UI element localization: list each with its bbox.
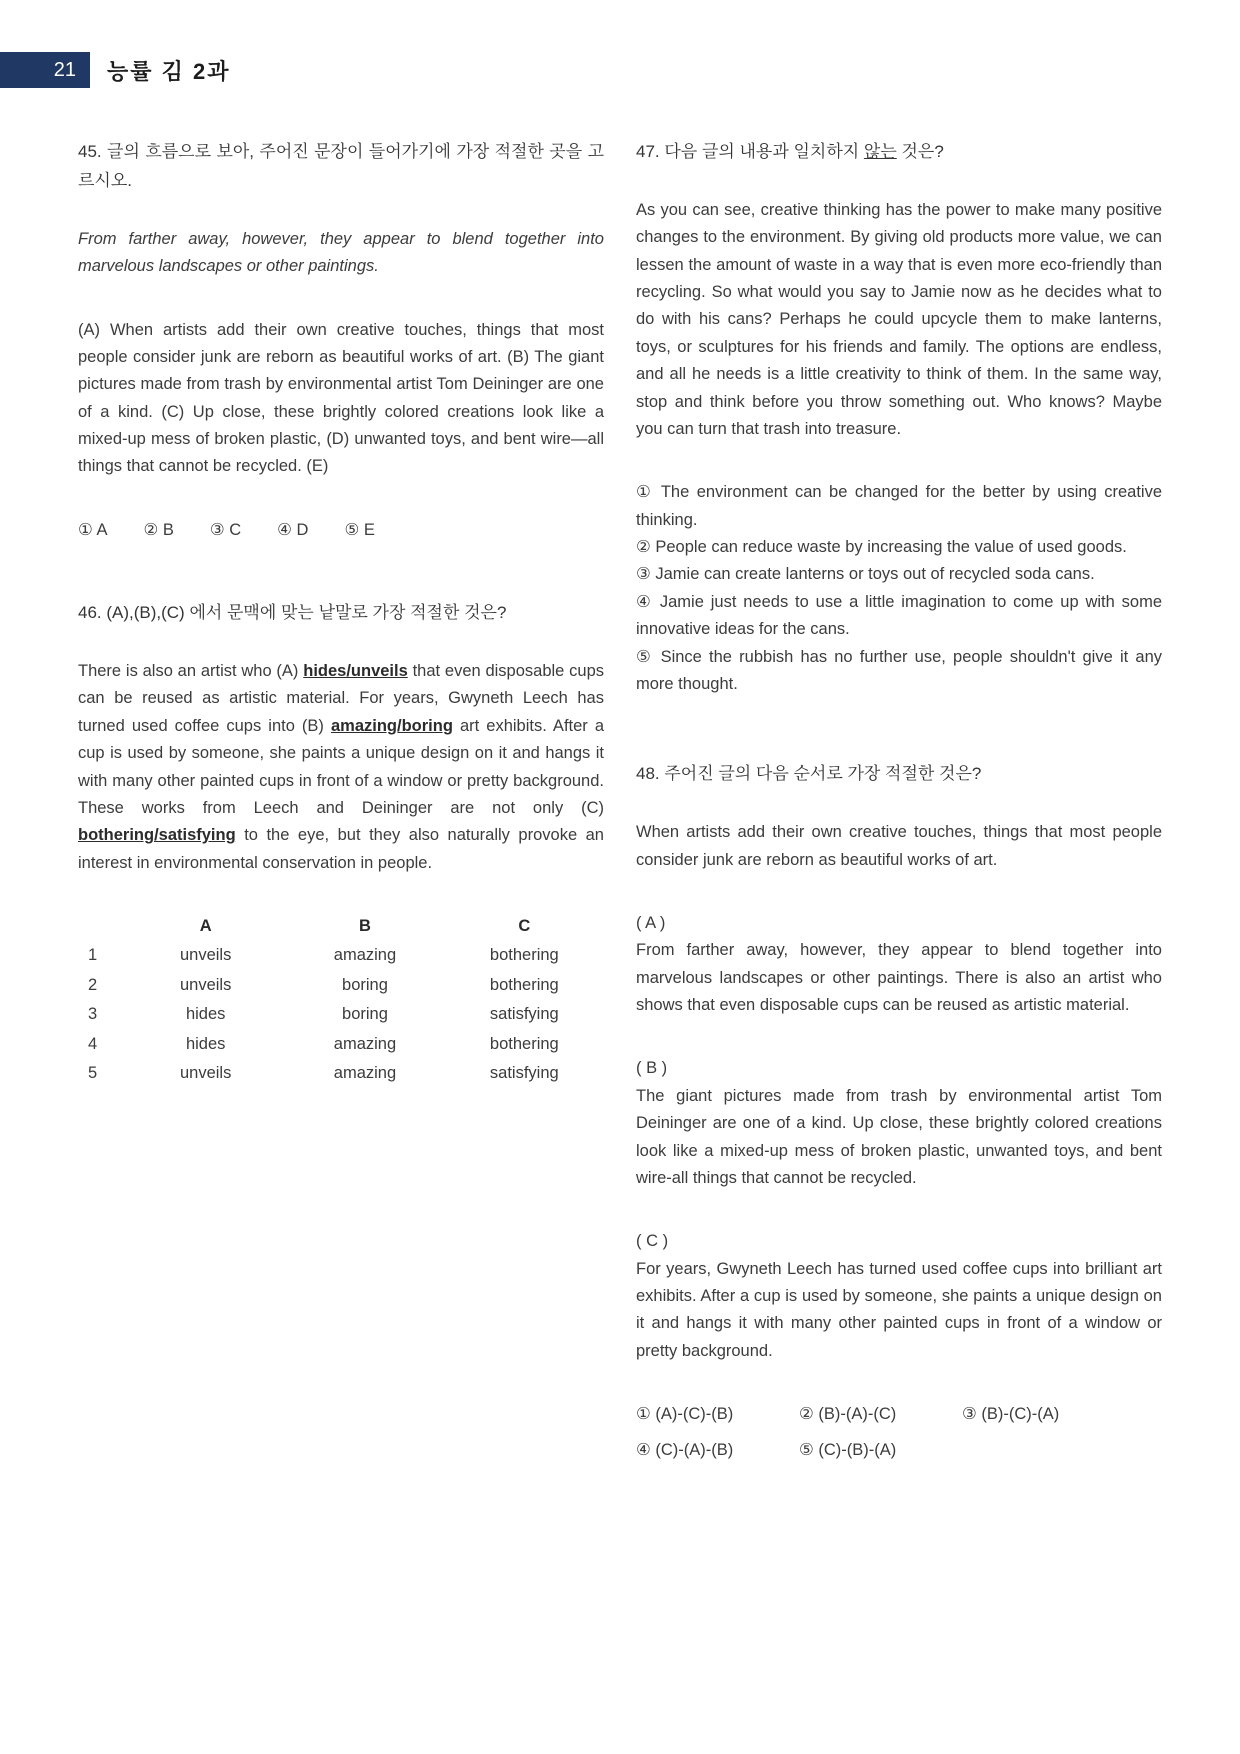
q47-option-3: ③ Jamie can create lanterns or toys out of recycled soda cans. [636,565,1095,584]
q46-passage-text-2: that even disposable cups can be reused as artistic material. For years, Gwyneth Leech has turned used coffee cups into (B) [78,662,605,735]
q46-blank-b-options: amazing/boring [330,716,453,735]
q46-table-corner [78,913,126,939]
page-title: 능률 김 2과 [107,58,231,84]
q47-heading-text-2: 것은? [896,142,944,161]
q46-row1-c: bothering [489,946,559,965]
q48-given-paragraph: When artists add their own creative touches, things that most people consider junk are reborn as beautiful works of art. [636,823,1162,869]
q45-choice-5: ⑤ E [344,520,375,539]
q48-section-b [636,1055,1162,1192]
q46-row4-c: bothering [489,1034,559,1053]
q46-options-table [78,913,604,1086]
q46-row1-num: 1 [88,946,98,965]
q46-row2-b: boring [342,975,388,994]
q46-row5-a: unveils [179,1064,232,1083]
q46-blank-a-options: hides/unveils [303,662,408,681]
q46-row1-b: amazing [333,946,397,965]
q48-choice-4: ④ (C)-(A)-(B) [636,1440,734,1459]
q47-option-4: ④ Jamie just needs to use a little imagination to come up with some innovative ideas for the cans. [636,592,1162,639]
left-column [78,138,604,1463]
q48-section-a-text: From farther away, however, they appear to blend together into marvelous landscapes or other paintings. There is also an artist who shows that even disposable cups can be reused as artistic material. [636,941,1162,1015]
q45-choice-3: ③ C [209,520,242,539]
q46-row1-a: unveils [179,946,232,965]
question-46-heading: 46. (A),(B),(C) 에서 문맥에 맞는 낱말로 가장 적절한 것은? [78,603,507,623]
q48-choice-2: ② (B)-(A)-(C) [799,1405,897,1424]
q46-table-header-c: C [518,917,531,936]
question-47-heading [636,138,1162,167]
q48-section-b-text: The giant pictures made from trash by environmental artist Tom Deininger are one of a kind. Up close, these brightly colored creations look like a mixed-up mess of broken plastic, unwanted toys, and bent wire-all things that cannot be recycled. [636,1086,1162,1187]
q46-row5-num: 5 [88,1064,98,1083]
q46-blank-c-options: bothering/satisfying [78,826,236,845]
q47-option-5: ⑤ Since the rubbish has no further use, people shouldn't give it any more thought. [636,647,1162,693]
q46-passage [78,658,604,877]
q48-choice-1: ① (A)-(C)-(B) [636,1405,734,1424]
q48-section-a-label: ( A ) [636,913,666,932]
q46-passage-text-1: There is also an artist who (A) [78,662,304,681]
question-46 [78,599,604,1086]
q48-choice-3: ③ (B)-(C)-(A) [962,1405,1060,1424]
q47-heading-text-1: 47. 다음 글의 내용과 일치하지 [636,142,864,161]
q48-section-c [636,1228,1162,1365]
question-48-heading: 48. 주어진 글의 다음 순서로 가장 적절한 것은? [636,764,982,784]
right-column [636,138,1162,1463]
question-47 [636,138,1162,698]
q45-passage: (A) When artists add their own creative touches, things that most people consider junk are reborn as beautiful works of art. (B) The giant pictures made from trash by environmental artist Tom Deininger are one of a kind. (C) Up close, these brightly colored creations look like a mixed-up mess of broken plastic, (D) unwanted toys, and bent wire—all things that cannot be recycled. (E) [78,320,604,476]
two-column-layout [0,138,1240,1463]
q46-passage-text-3: art exhibits. After a cup is used by someone, she paints a unique design on it and hangs it with many other painted cups in front of a window or pretty background. These works from Leech and Deininger are not only (C) [78,716,605,817]
question-48 [636,760,1162,1463]
q46-row4-b: amazing [333,1034,397,1053]
q46-row3-b: boring [342,1005,388,1024]
page-number-badge: 21 [0,52,90,88]
q46-row3-a: hides [185,1005,226,1024]
q48-section-b-label: ( B ) [636,1059,668,1078]
q46-row5-b: amazing [333,1064,397,1083]
q48-section-a [636,910,1162,1020]
q46-row3-c: satisfying [489,1005,559,1024]
q46-row5-c: satisfying [489,1064,559,1083]
q45-choice-4: ④ D [277,520,309,539]
q46-row2-num: 2 [88,975,98,994]
q46-row4-num: 4 [88,1034,98,1053]
q48-answer-choices [636,1401,1162,1463]
q47-answer-options [636,479,1162,698]
q46-row4-a: hides [185,1034,226,1053]
page-header [0,52,1240,88]
q45-answer-choices [78,517,604,543]
q47-option-1: ① The environment can be changed for the better by using creative thinking. [636,483,1162,529]
q45-choice-1: ① A [78,520,108,539]
q46-row3-num: 3 [88,1005,98,1024]
q46-passage-text-4: to the eye, but they also naturally provoke an interest in environmental conservation in people. [78,826,604,872]
q48-section-c-label: ( C ) [636,1232,669,1251]
question-45-heading: 45. 글의 흐름으로 보아, 주어진 문장이 들어가기에 가장 적절한 곳을 고르시오. [78,142,604,190]
q46-table-header-a: A [199,917,212,936]
q46-row2-c: bothering [489,975,559,994]
q48-section-c-text: For years, Gwyneth Leech has turned used coffee cups into brilliant art exhibits. After a cup is used by someone, she paints a unique design on it and hangs it with many other painted cups in front of a window or pretty background. [636,1259,1162,1360]
q46-row2-a: unveils [179,975,232,994]
q48-choice-5: ⑤ (C)-(B)-(A) [799,1440,897,1459]
q47-passage: As you can see, creative thinking has the power to make many positive changes to the environment. By giving old products more value, we can lessen the amount of waste in a way that is even more eco-friendly than recycling. So what would you say to Jamie now as he decides what to do with his cans? Perhaps he could upcycle them to make lanterns, toys, or sculptures for his friends and family. The options are endless, and all he needs is a little creativity to think of them. In the same way, stop and think before you throw something out. Who knows? Maybe you can turn that trash into treasure. [636,200,1162,438]
q47-option-2: ② People can reduce waste by increasing the value of used goods. [636,538,1127,557]
q47-heading-underlined-word: 않는 [863,142,897,161]
q45-choice-2: ② B [143,520,174,539]
q45-given-sentence: From farther away, however, they appear to blend together into marvelous landscapes or other paintings. [78,229,604,276]
question-45 [78,138,604,543]
q46-table-header-b: B [359,917,371,936]
